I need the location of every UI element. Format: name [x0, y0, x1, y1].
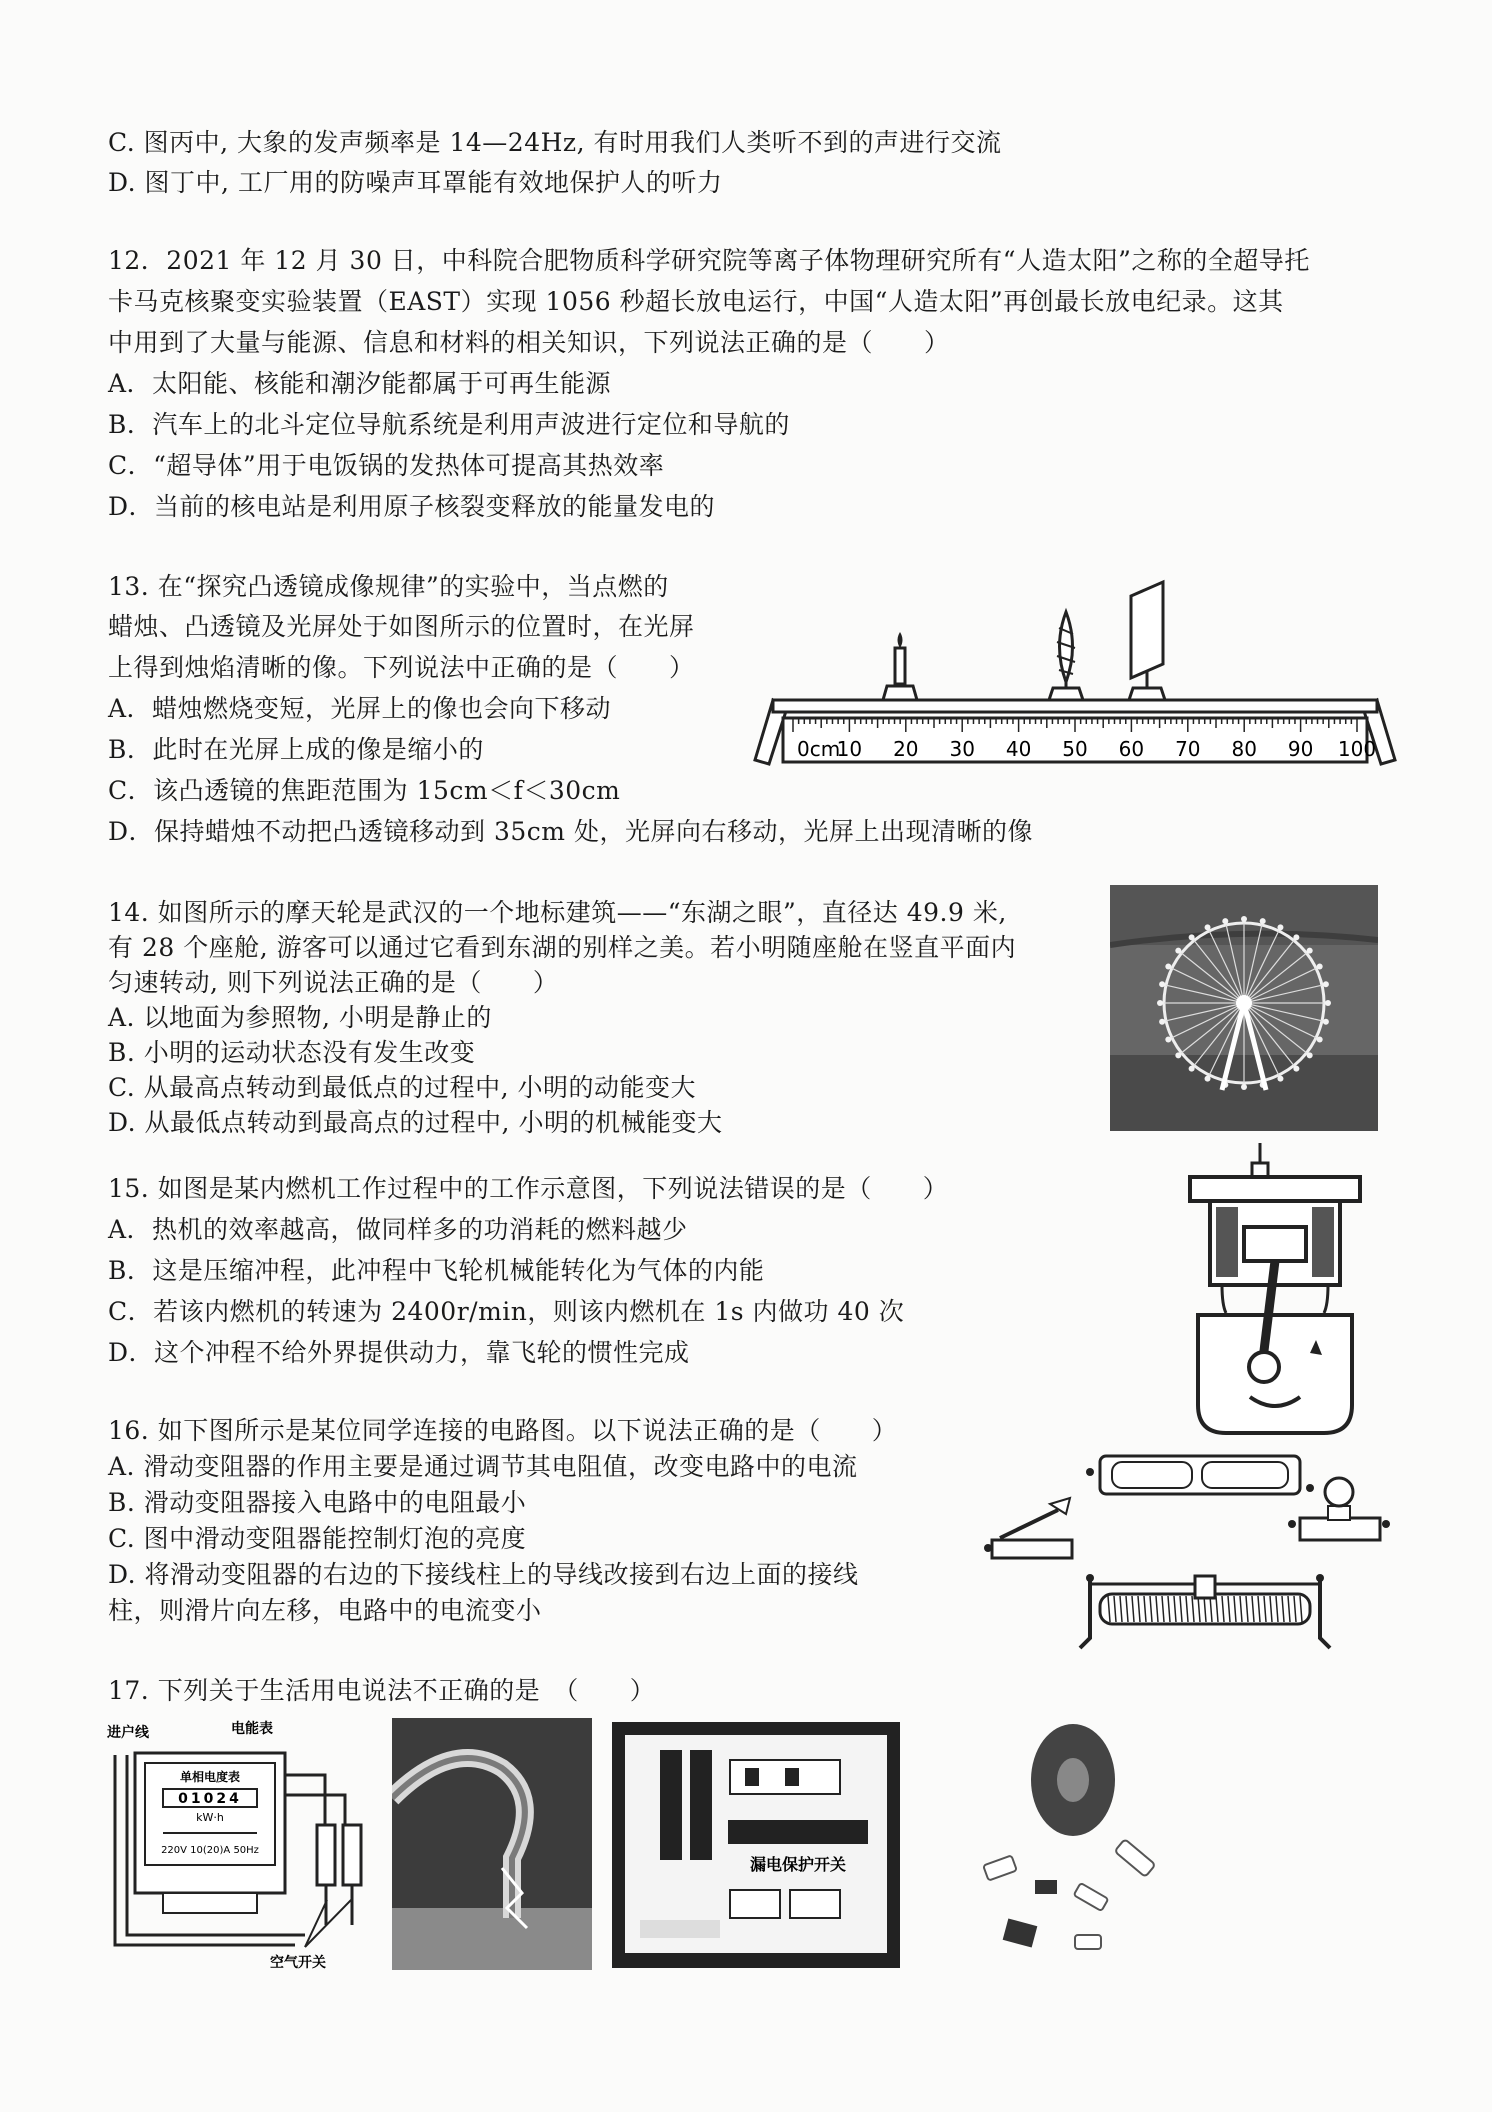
- cabin: [1165, 1036, 1171, 1042]
- cabin: [1241, 1084, 1247, 1090]
- q16-option-b: B. 滑动变阻器接入电路中的电阻最小: [108, 1488, 527, 1517]
- ruler-tick-label: 10: [836, 737, 863, 761]
- cabin: [1241, 916, 1247, 922]
- q13-option-c: C．该凸透镜的焦距范围为 15cm＜f＜30cm: [108, 776, 621, 805]
- q15-stem-1: 15. 如图是某内燃机工作过程中的工作示意图，下列说法错误的是（ ）: [108, 1174, 949, 1203]
- q12-option-c: C．“超导体”用于电饭锅的发热体可提高其热效率: [108, 451, 665, 480]
- q15-option-b: B．这是压缩冲程，此冲程中飞轮机械能转化为气体的内能: [108, 1256, 765, 1285]
- panel-block-1: [660, 1750, 682, 1860]
- cabin: [1293, 934, 1299, 940]
- q15-option-a: A．热机的效率越高，做同样多的功消耗的燃料越少: [108, 1215, 688, 1244]
- fuse: [1003, 1918, 1038, 1947]
- meter-label: 单相电度表: [179, 1770, 241, 1784]
- meter-reading: 01024: [178, 1791, 242, 1807]
- panel-title: 漏电保护开关: [749, 1855, 847, 1874]
- q15-option-c: C．若该内燃机的转速为 2400r/min，则该内燃机在 1s 内做功 40 次: [108, 1297, 905, 1326]
- meter-unit: kW·h: [196, 1811, 224, 1824]
- cabin: [1205, 1076, 1211, 1082]
- q14-option-c: C. 从最高点转动到最低点的过程中, 小明的动能变大: [108, 1073, 697, 1102]
- fuse-wire-photo: [965, 1710, 1180, 1972]
- air-switch-label: 空气开关: [270, 1955, 326, 1971]
- panel-block-2: [690, 1750, 712, 1860]
- q16-stem-1: 16. 如下图所示是某位同学连接的电路图。以下说法正确的是（ ）: [108, 1416, 898, 1445]
- q13-stem-2: 蜡烛、凸透镜及光屏处于如图所示的位置时，在光屏: [108, 612, 695, 641]
- knife-switch: [984, 1498, 1072, 1558]
- bench-rail: [773, 700, 1377, 712]
- cabin: [1260, 918, 1266, 924]
- bulb: [1288, 1478, 1390, 1540]
- ruler-tick-label: 0cm: [797, 737, 841, 761]
- breaker-1: [317, 1825, 335, 1885]
- q12-stem-1: 12．2021 年 12 月 30 日，中科院合肥物质科学研究院等离子体物理研究所有“人造太阳”之称的全超导托: [108, 246, 1310, 275]
- ruler-tick-label: 80: [1231, 737, 1257, 761]
- light-screen: [1129, 582, 1165, 700]
- cabin: [1189, 934, 1195, 940]
- fuse: [1115, 1839, 1156, 1877]
- meter-inlet-label: 进户线: [107, 1725, 149, 1741]
- cabin: [1323, 1019, 1329, 1025]
- ruler-tick-label: 90: [1287, 737, 1314, 761]
- q13-stem-3: 上得到烛焰清晰的像。下列说法中正确的是（ ）: [108, 653, 695, 682]
- q16-option-a: A. 滑动变阻器的作用主要是通过调节其电阻值，改变电路中的电流: [108, 1452, 858, 1481]
- cabin: [1317, 964, 1323, 970]
- breaker-2: [343, 1825, 361, 1885]
- ferris-wheel-photo: [1110, 885, 1378, 1131]
- q12-stem-2: 卡马克核聚变实验装置（EAST）实现 1056 秒超长放电运行，中国“人造太阳”再创最长放电纪录。这其: [108, 287, 1284, 316]
- cabin: [1157, 1000, 1163, 1006]
- q12-option-b: B．汽车上的北斗定位导航系统是利用声波进行定位和导航的: [108, 410, 790, 439]
- damaged-wire-photo: [392, 1718, 592, 1970]
- q14-option-a: A. 以地面为参照物, 小明是静止的: [108, 1003, 492, 1032]
- meter-rating: 220V 10(20)A 50Hz: [161, 1845, 259, 1856]
- ruler-tick-label: 70: [1175, 737, 1201, 761]
- q16-option-d-2: 柱，则滑片向左移，电路中的电流变小: [108, 1596, 542, 1625]
- q14-option-d: D. 从最低点转动到最高点的过程中, 小明的机械能变大: [108, 1108, 723, 1137]
- cabin: [1159, 1019, 1165, 1025]
- candle: [883, 632, 917, 700]
- cabin: [1205, 924, 1211, 930]
- ruler-tick-label: 50: [1062, 737, 1088, 761]
- q13-stem-1: 13. 在“探究凸透镜成像规律”的实验中，当点燃的: [108, 572, 669, 601]
- cabin: [1159, 981, 1165, 987]
- cabin: [1277, 1076, 1283, 1082]
- cabin: [1317, 1036, 1323, 1042]
- ruler-tick-label: 30: [949, 737, 975, 761]
- meter-title: 电能表: [231, 1721, 273, 1737]
- q11-option-c: C. 图丙中, 大象的发声频率是 14—24Hz, 有时用我们人类听不到的声进行交流: [108, 128, 1002, 157]
- piston: [1244, 1227, 1306, 1261]
- ruler-tick-label: 20: [893, 737, 919, 761]
- cabin: [1307, 1052, 1313, 1058]
- q12-option-a: A．太阳能、核能和潮汐能都属于可再生能源: [108, 369, 612, 398]
- cabin: [1325, 1000, 1331, 1006]
- q12-option-d: D．当前的核电站是利用原子核裂变释放的能量发电的: [108, 492, 716, 521]
- battery-box: [1086, 1456, 1314, 1494]
- q14-stem-1: 14. 如图所示的摩天轮是武汉的一个地标建筑——“东湖之眼”，直径达 49.9 米,: [108, 898, 1007, 927]
- ruler-tick-label: 40: [1005, 737, 1032, 761]
- q13-option-d: D．保持蜡烛不动把凸透镜移动到 35cm 处，光屏向右移动，光屏上出现清晰的像: [108, 817, 1033, 846]
- cabin: [1323, 981, 1329, 987]
- cabin: [1189, 1066, 1195, 1072]
- q17-stem-1: 17. 下列关于生活用电说法不正确的是 （ ）: [108, 1676, 656, 1705]
- cabin: [1175, 948, 1181, 954]
- circuit-figure: [980, 1448, 1410, 1663]
- cabin: [1277, 924, 1283, 930]
- fuse: [983, 1855, 1017, 1880]
- leakage-protection-panel: [610, 1720, 902, 1970]
- ruler-tick-label: 60: [1118, 737, 1145, 761]
- sliding-rheostat: [1080, 1574, 1330, 1648]
- fuse: [1074, 1883, 1109, 1911]
- convex-lens: [1049, 612, 1083, 700]
- cabin: [1175, 1052, 1181, 1058]
- cabin: [1222, 918, 1228, 924]
- fuse: [1035, 1880, 1057, 1894]
- optical-bench-figure: [745, 560, 1405, 785]
- cabin: [1307, 948, 1313, 954]
- ruler-tick-label: 100: [1337, 737, 1377, 761]
- cylinder-head: [1190, 1177, 1360, 1201]
- q14-option-b: B. 小明的运动状态没有发生改变: [108, 1038, 476, 1067]
- q13-option-b: B．此时在光屏上成的像是缩小的: [108, 735, 484, 764]
- q14-stem-2: 有 28 个座舱, 游客可以通过它看到东湖的别样之美。若小明随座舱在竖直平面内: [108, 933, 1017, 962]
- rheostat-slider: [1195, 1576, 1215, 1598]
- q11-option-d: D. 图丁中, 工厂用的防噪声耳罩能有效地保护人的听力: [108, 168, 723, 197]
- q13-option-a: A．蜡烛燃烧变短，光屏上的像也会向下移动: [108, 694, 612, 723]
- q16-option-d-1: D. 将滑动变阻器的右边的下接线柱上的导线改接到右边上面的接线: [108, 1560, 859, 1589]
- q14-stem-3: 匀速转动, 则下列说法正确的是（ ）: [108, 968, 559, 997]
- crankshaft: [1249, 1352, 1279, 1382]
- q15-option-d: D．这个冲程不给外界提供动力，靠飞轮的惯性完成: [108, 1338, 690, 1367]
- engine-cylinder-figure: [1180, 1135, 1370, 1440]
- cabin: [1165, 964, 1171, 970]
- electric-meter-figure: [105, 1715, 375, 1975]
- fuse: [1075, 1935, 1101, 1949]
- cabin: [1293, 1066, 1299, 1072]
- q16-option-c: C. 图中滑动变阻器能控制灯泡的亮度: [108, 1524, 527, 1553]
- q12-stem-3: 中用到了大量与能源、信息和材料的相关知识，下列说法正确的是（ ）: [108, 328, 950, 357]
